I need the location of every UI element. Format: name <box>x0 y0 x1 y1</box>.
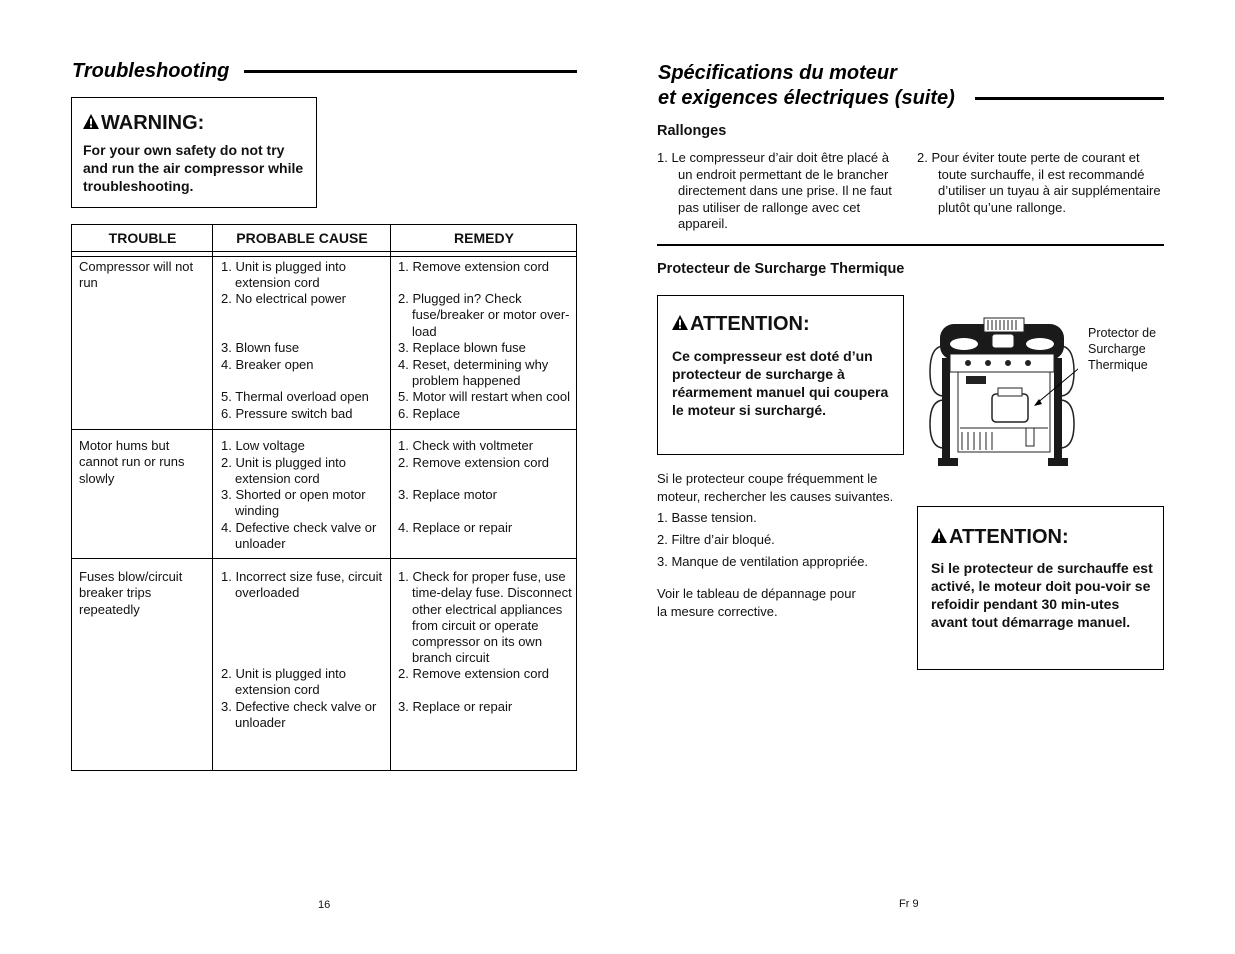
cause-item: 4. Breaker open <box>221 357 314 372</box>
row-divider <box>72 558 576 559</box>
attention-box-2 <box>917 506 1164 670</box>
section-heading-protecteur: Protecteur de Surcharge Thermique <box>657 261 905 277</box>
cause-item: 2. Unit is plugged into extension cord <box>221 455 347 487</box>
cause-item: 2. Filtre d’air bloqué. <box>657 532 775 547</box>
attention-label: ATTENTION: <box>949 526 1069 548</box>
cause-item: 2. No electrical power <box>221 291 346 306</box>
table-header <box>72 225 576 252</box>
column-divider <box>390 225 391 770</box>
protector-outro: Voir le tableau de dépannage pour la mesure corrective. <box>657 586 856 619</box>
page-number-left: 16 <box>318 899 331 911</box>
row-divider <box>72 429 576 430</box>
cause-item: 5. Thermal overload open <box>221 389 369 404</box>
remedy-item: 2. Plugged in? Check fuse/breaker or motor over-load <box>398 291 570 339</box>
cause-item: 2. Unit is plugged into extension cord <box>221 666 347 698</box>
warning-triangle-icon <box>931 526 947 549</box>
cause-item: 3. Blown fuse <box>221 340 300 355</box>
remedy-item: 1. Check for proper fuse, use time-delay fuse. Disconnect other electrical appliances from circuit or operate compressor on its own branch circuit <box>398 569 572 666</box>
list-item: 1. Le compresseur d’air doit être placé à un endroit permettant de le brancher directement dans une prise. Il ne faut pas utiliser de rallonge avec cet appareil. <box>657 150 892 231</box>
attention-label: ATTENTION: <box>690 313 810 335</box>
trouble-cell: Fuses blow/circuit breaker trips repeatedly <box>79 569 183 617</box>
title-rule <box>244 70 577 73</box>
page-title-troubleshooting: Troubleshooting <box>72 60 230 82</box>
cause-item: 6. Pressure switch bad <box>221 406 353 421</box>
cause-item: 3. Shorted or open motor winding <box>221 487 366 519</box>
page-title-line2: et exigences électriques (suite) <box>658 87 955 109</box>
cause-item: 3. Manque de ventilation appropriée. <box>657 554 869 569</box>
attention-text: Si le protecteur de surchauffe est activé, le moteur doit pou-voir se refoidir pendant 30 min-utes avant tout démarrage manuel. <box>931 560 1153 630</box>
cause-item: 1. Incorrect size fuse, circuit overloaded <box>221 569 383 601</box>
warning-triangle-icon <box>672 313 688 336</box>
attention-heading <box>931 526 1153 549</box>
attention-box-1 <box>657 295 904 455</box>
list-item: 2. Pour éviter toute perte de courant et toute surchauffe, il est recommandé d’utiliser un tuyau à air supplémentaire plutôt qu’une rallonge. <box>917 150 1161 215</box>
remedy-item: 1. Remove extension cord <box>398 259 550 274</box>
compressor-illustration <box>928 316 1078 471</box>
cause-item: 4. Defective check valve or unloader <box>221 520 377 552</box>
title-rule <box>975 97 1164 100</box>
warning-triangle-icon <box>83 112 99 135</box>
warning-label: WARNING: <box>101 112 205 134</box>
page-title-line1: Spécifications du moteur <box>658 62 897 84</box>
remedy-item: 2. Remove extension cord <box>398 455 550 470</box>
remedy-item: 3. Replace motor <box>398 487 497 502</box>
header-trouble: TROUBLE <box>108 230 177 246</box>
header-probable-cause: PROBABLE CAUSE <box>236 230 368 246</box>
section-heading-rallonges: Rallonges <box>657 123 727 139</box>
header-remedy: REMEDY <box>454 230 514 246</box>
remedy-item: 3. Replace blown fuse <box>398 340 526 355</box>
troubleshooting-table <box>71 224 577 771</box>
remedy-item: 4. Replace or repair <box>398 520 513 535</box>
attention-text: Ce compresseur est doté d’un protecteur de surcharge à réarmement manuel qui coupera le moteur si surchargé. <box>672 348 889 418</box>
row-divider <box>72 256 576 257</box>
callout-label: Protector de Surcharge Thermique <box>1088 326 1157 372</box>
remedy-item: 2. Remove extension cord <box>398 666 550 681</box>
remedy-item: 4. Reset, determining why problem happened <box>398 357 549 389</box>
cause-item: 1. Low voltage <box>221 438 305 453</box>
trouble-cell: Motor hums but cannot run or runs slowly <box>79 438 185 486</box>
page-number-right: Fr 9 <box>899 898 919 910</box>
remedy-item: 3. Replace or repair <box>398 699 513 714</box>
cause-item: 3. Defective check valve or unloader <box>221 699 377 731</box>
warning-box <box>71 97 317 208</box>
section-divider <box>657 244 1164 246</box>
remedy-item: 5. Motor will restart when cool <box>398 389 570 404</box>
attention-heading <box>672 313 891 336</box>
cause-item: 1. Basse tension. <box>657 510 757 525</box>
protector-intro: Si le protecteur coupe fréquemment le moteur, rechercher les causes suivantes. <box>657 471 894 504</box>
trouble-cell: Compressor will not run <box>79 259 194 291</box>
cause-item: 1. Unit is plugged into extension cord <box>221 259 347 291</box>
remedy-item: 6. Replace <box>398 406 461 421</box>
warning-heading <box>83 112 304 135</box>
remedy-item: 1. Check with voltmeter <box>398 438 534 453</box>
warning-text: For your own safety do not try and run the air compressor while troubleshooting. <box>83 142 304 194</box>
column-divider <box>212 225 213 770</box>
